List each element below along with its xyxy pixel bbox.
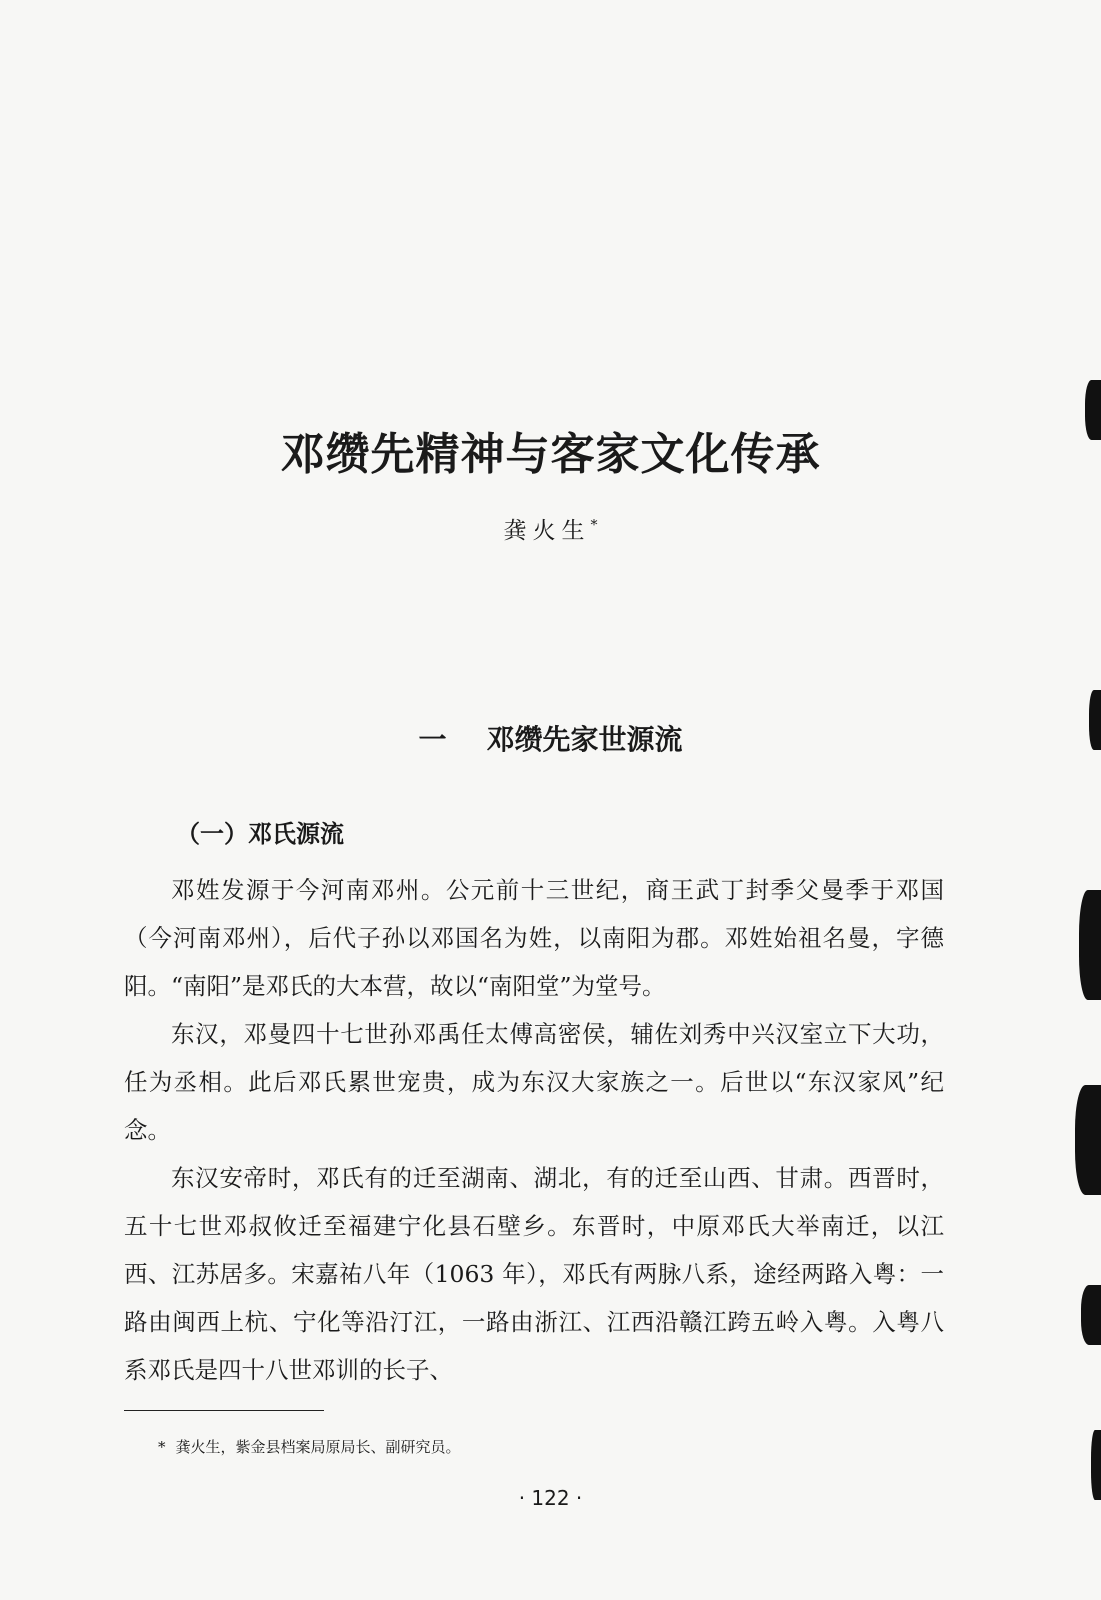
scan-edge-shadow <box>1085 380 1101 440</box>
article-title: 邓缵先精神与客家文化传承 <box>280 429 821 480</box>
body-text <box>124 866 944 1394</box>
scan-edge-shadow <box>1089 690 1101 750</box>
subsection-heading: （一）邓氏源流 <box>176 819 344 848</box>
scan-edge-shadow <box>1079 890 1101 1000</box>
scan-edge-shadow <box>1081 1285 1101 1345</box>
author-name: 龚火生 <box>503 518 591 544</box>
author-line <box>0 512 1101 545</box>
paragraph: 东汉安帝时，邓氏有的迁至湖南、湖北，有的迁至山西、甘肃。西晋时，五十七世邓叔攸迁至福建宁化县石壁乡。东晋时，中原邓氏大举南迁，以江西、江苏居多。宋嘉祐八年（1063 年），邓氏有两脉八系，途经两路入粤：一路由闽西上杭、宁化等沿汀江，一路由浙江、江西沿赣江跨五岭入粤。入粤八系邓氏是四十八世邓训的长子、 <box>124 1164 944 1384</box>
footnote-text: 龚火生，紫金县档案局原局长、副研究员。 <box>175 1438 461 1456</box>
scan-edge-shadow <box>1075 1085 1101 1195</box>
author-footnote-mark: * <box>590 517 598 534</box>
section-number: 一 <box>418 723 447 756</box>
footnote-divider <box>124 1410 324 1411</box>
paragraph: 东汉，邓曼四十七世孙邓禹任太傅高密侯，辅佐刘秀中兴汉室立下大功，任为丞相。此后邓氏累世宠贵，成为东汉大家族之一。后世以“东汉家风”纪念。 <box>124 1020 944 1144</box>
footnote <box>158 1436 461 1457</box>
scan-edge-shadow <box>1091 1430 1101 1500</box>
section-title: 邓缵先家世源流 <box>486 723 683 756</box>
footnote-mark: * <box>158 1438 166 1456</box>
paragraph: 邓姓发源于今河南邓州。公元前十三世纪，商王武丁封季父曼季于邓国（今河南邓州），后代子孙以邓国名为姓，以南阳为郡。邓姓始祖名曼，字德阳。“南阳”是邓氏的大本营，故以“南阳堂”为堂号。 <box>124 876 944 1000</box>
section-heading <box>0 718 1101 758</box>
page-number: · 122 · <box>518 1486 583 1510</box>
